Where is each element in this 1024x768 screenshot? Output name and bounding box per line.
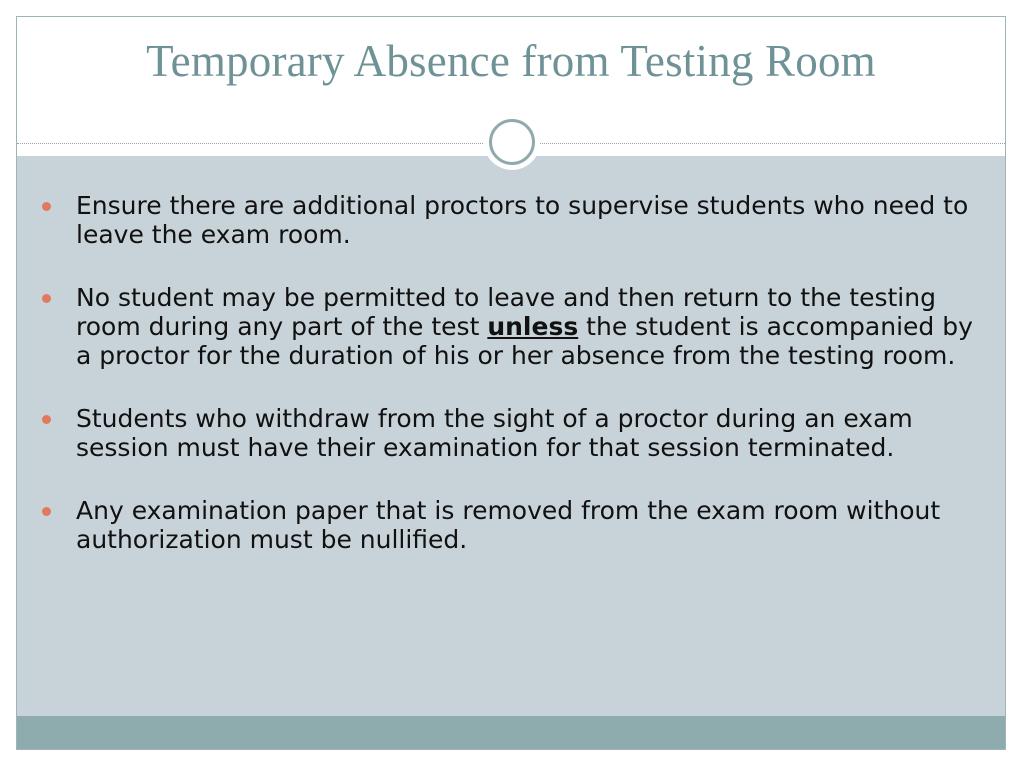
bullet-dot-icon: [42, 202, 51, 211]
bullet-item: [58, 496, 978, 554]
circle-ring-icon: [484, 114, 540, 170]
bullet-text: [76, 496, 978, 554]
bullet-list: [58, 191, 978, 588]
bullet-emphasis: unless: [487, 312, 579, 341]
bullet-text: [76, 404, 978, 462]
bullet-item: [58, 191, 978, 249]
bullet-dot-icon: [42, 294, 51, 303]
bullet-text: [76, 283, 978, 370]
slide-title: Temporary Absence from Testing Room: [146, 36, 876, 86]
bullet-text-part: Any examination paper that is removed from the exam room without authorization must be nullified.: [76, 496, 941, 554]
ornament-ring: [489, 119, 535, 165]
bullet-dot-icon: [42, 415, 51, 424]
bullet-text-part: No student may be permitted to leave and then return to the testing room during any part of the test: [76, 283, 936, 341]
bullet-item: [58, 404, 978, 462]
bullet-item: [58, 283, 978, 370]
bullet-text-part: Students who withdraw from the sight of a proctor during an exam session must have their examination for that session terminated.: [76, 404, 913, 462]
bullet-text-part: the student is accompanied by a proctor for the duration of his or her absence from the testing room.: [76, 312, 973, 370]
footer-bar: [17, 716, 1005, 750]
bullet-text-part: Ensure there are additional proctors to supervise students who need to leave the exam room.: [76, 191, 969, 249]
bullet-dot-icon: [42, 507, 51, 516]
bullet-text: [76, 191, 978, 249]
